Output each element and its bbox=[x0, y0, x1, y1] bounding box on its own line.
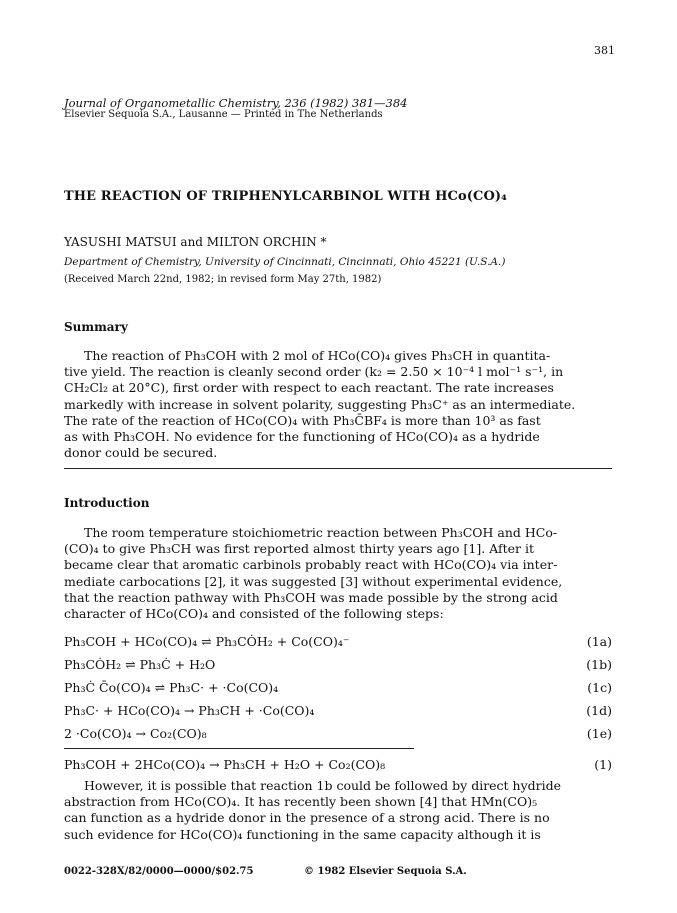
equation-1-overall bbox=[64, 757, 612, 773]
introduction-heading: Introduction bbox=[64, 496, 150, 510]
equation-number: (1) bbox=[594, 757, 612, 772]
body-line: abstraction from HCo(CO)₄. It has recently been shown [4] that HMn(CO)₅ bbox=[64, 794, 538, 810]
body-text bbox=[64, 778, 624, 843]
publisher-line: Elsevier Sequoia S.A., Lausanne — Printed in The Netherlands bbox=[64, 109, 383, 120]
equation-number: (1e) bbox=[586, 726, 612, 741]
equation-1d bbox=[64, 703, 612, 719]
intro-line: character of HCo(CO)₄ and consisted of the following steps: bbox=[64, 606, 444, 622]
body-line: such evidence for HCo(CO)₄ functioning in the same capacity although it is bbox=[64, 826, 541, 842]
equation-number: (1c) bbox=[587, 680, 612, 695]
equation-expression: Ph₃COH + 2HCo(CO)₄ → Ph₃CH + H₂O + Co₂(CO)₈ bbox=[64, 757, 386, 772]
equation-expression: Ph₃C· + HCo(CO)₄ → Ph₃CH + ·Co(CO)₄ bbox=[64, 703, 315, 718]
body-line: However, it is possible that reaction 1b could be followed by direct hydride bbox=[84, 778, 562, 793]
intro-line: became clear that aromatic carbinols probably react with HCo(CO)₄ via inter- bbox=[64, 557, 558, 573]
intro-line: (CO)₄ to give Ph₃CH was first reported almost thirty years ago [1]. After it bbox=[64, 541, 535, 557]
summary-abstract bbox=[64, 348, 624, 461]
equation-1a bbox=[64, 634, 612, 650]
equation-expression: 2 ·Co(CO)₄ → Co₂(CO)₈ bbox=[64, 726, 207, 741]
article-title: THE REACTION OF TRIPHENYLCARBINOL WITH HCo(CO)₄ bbox=[64, 189, 507, 204]
authors: YASUSHI MATSUI and MILTON ORCHIN * bbox=[64, 235, 327, 249]
received-dates: (Received March 22nd, 1982; in revised form May 27th, 1982) bbox=[64, 274, 382, 285]
equation-expression: Ph₃COH + HCo(CO)₄ ⇌ Ph₃CȮH₂ + Co(CO)₄⁻ bbox=[64, 634, 350, 649]
equation-number: (1d) bbox=[586, 703, 612, 718]
summary-line: as with Ph₃COH. No evidence for the functioning of HCo(CO)₄ as a hydride bbox=[64, 429, 540, 445]
equation-sum-rule bbox=[64, 748, 414, 749]
summary-line: tive yield. The reaction is cleanly second order (k₂ = 2.50 × 10⁻⁴ l mol⁻¹ s⁻¹, in bbox=[64, 364, 564, 380]
intro-line: mediate carbocations [2], it was suggested [3] without experimental evidence, bbox=[64, 573, 563, 589]
equation-expression: Ph₃CȮH₂ ⇌ Ph₃Ċ + H₂O bbox=[64, 657, 216, 672]
summary-line: The rate of the reaction of HCo(CO)₄ with Ph₃C̄BF₄ is more than 10³ as fast bbox=[64, 412, 541, 428]
summary-line: The reaction of Ph₃COH with 2 mol of HCo(CO)₄ gives Ph₃CH in quantita- bbox=[84, 348, 551, 363]
equation-number: (1b) bbox=[586, 657, 612, 672]
footer-code: 0022-328X/82/0000—0000/$02.75 bbox=[64, 866, 254, 877]
summary-line: donor could be secured. bbox=[64, 445, 218, 461]
intro-line: The room temperature stoichiometric reaction between Ph₃COH and HCo- bbox=[84, 525, 558, 540]
equation-1b bbox=[64, 657, 612, 673]
equation-1c bbox=[64, 680, 612, 696]
journal-citation: Journal of Organometallic Chemistry, 236 (1982) 381—384 bbox=[64, 96, 408, 110]
introduction-text bbox=[64, 525, 624, 622]
summary-line: CH₂Cl₂ at 20°C), first order with respect to each reactant. The rate increases bbox=[64, 380, 554, 396]
equation-number: (1a) bbox=[586, 634, 612, 649]
page-number: 381 bbox=[594, 44, 615, 57]
footer-copyright: © 1982 Elsevier Sequoia S.A. bbox=[304, 866, 467, 877]
affiliation: Department of Chemistry, University of Cincinnati, Cincinnati, Ohio 45221 (U.S.A.) bbox=[64, 256, 506, 268]
summary-divider bbox=[64, 468, 612, 469]
equation-expression: Ph₃Ċ C̄o(CO)₄ ⇌ Ph₃C· + ·Co(CO)₄ bbox=[64, 680, 279, 695]
intro-line: that the reaction pathway with Ph₃COH was made possible by the strong acid bbox=[64, 589, 558, 605]
summary-line: markedly with increase in solvent polarity, suggesting Ph₃C⁺ as an intermediate. bbox=[64, 396, 576, 412]
summary-heading: Summary bbox=[64, 320, 128, 334]
body-line: can function as a hydride donor in the presence of a strong acid. There is no bbox=[64, 810, 550, 826]
equation-1e bbox=[64, 726, 612, 742]
